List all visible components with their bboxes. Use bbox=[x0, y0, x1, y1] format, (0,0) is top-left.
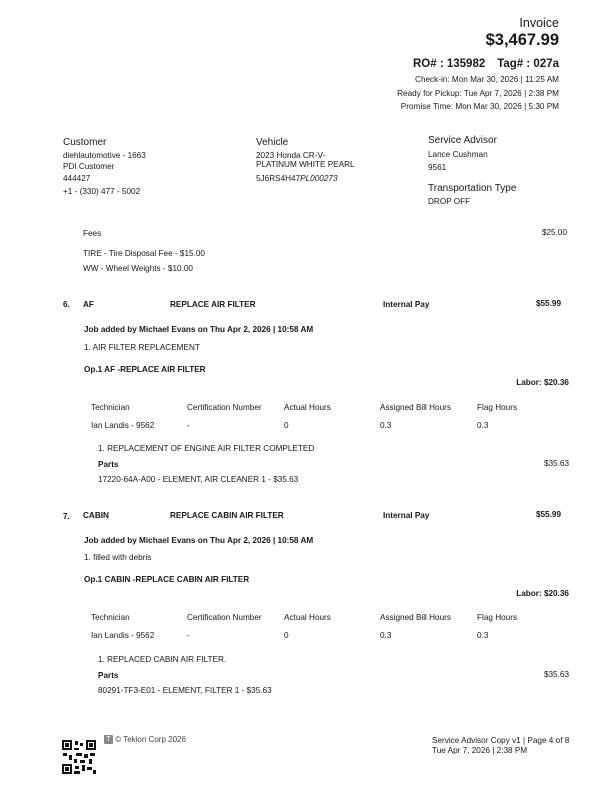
job-added-by: Job added by Michael Evans on Thu Apr 2, 2026 | 10:58 AM bbox=[84, 325, 314, 334]
invoice-total: $3,467.99 bbox=[485, 31, 559, 49]
job-labor: Labor: $20.36 bbox=[516, 589, 569, 598]
tech-name: Ian Landis - 9562 bbox=[91, 421, 155, 430]
job-pay-type: Internal Pay bbox=[383, 511, 430, 520]
vin-suffix: PL000273 bbox=[300, 174, 338, 183]
tech-actual: 0 bbox=[284, 421, 289, 430]
job-total: $55.99 bbox=[535, 299, 561, 308]
job-pay-type: Internal Pay bbox=[383, 300, 430, 309]
job-concern: 1. filled with debris bbox=[84, 553, 152, 562]
tech-header-cert: Certification Number bbox=[187, 403, 262, 412]
customer-number: 444427 bbox=[63, 174, 91, 183]
job-added-by: Job added by Michael Evans on Thu Apr 2, 2026 | 10:58 AM bbox=[84, 536, 314, 545]
advisor-name: Lance Cushman bbox=[428, 150, 488, 159]
tech-actual: 0 bbox=[284, 631, 289, 640]
tech-assigned: 0.3 bbox=[380, 631, 392, 640]
tech-assigned: 0.3 bbox=[380, 421, 392, 430]
parts-label: Parts bbox=[98, 460, 119, 469]
tech-cert: - bbox=[187, 631, 190, 640]
vehicle-model: 2023 Honda CR-V- bbox=[256, 151, 326, 160]
job-code: AF bbox=[83, 300, 94, 309]
job-labor: Labor: $20.36 bbox=[516, 378, 569, 387]
footer-copyright: © Tekion Corp 2026 bbox=[115, 735, 186, 744]
tech-header-flag: Flag Hours bbox=[477, 613, 518, 622]
vehicle-heading: Vehicle bbox=[256, 137, 289, 148]
tag-number: Tag# : 027a bbox=[497, 58, 559, 70]
part-line: 80291-TF3-E01 - ELEMENT, FILTER 1 - $35.63 bbox=[98, 686, 272, 695]
job-number: 6. bbox=[63, 300, 70, 309]
job-operation: Op.1 AF -REPLACE AIR FILTER bbox=[84, 365, 206, 374]
tech-header-cert: Certification Number bbox=[187, 613, 262, 622]
fee-item: TIRE - Tire Disposal Fee - $15.00 bbox=[83, 249, 205, 258]
vehicle-vin bbox=[256, 174, 338, 183]
job-number: 7. bbox=[63, 512, 70, 521]
tech-header-actual: Actual Hours bbox=[284, 613, 331, 622]
customer-type: PDI Customer bbox=[63, 162, 115, 171]
job-operation: Op.1 CABIN -REPLACE CABIN AIR FILTER bbox=[84, 575, 250, 584]
promise-time: Promise Time: Mon Mar 30, 2026 | 5:30 PM bbox=[400, 102, 559, 111]
advisor-id: 9561 bbox=[428, 163, 447, 172]
fees-total: $25.00 bbox=[541, 228, 567, 237]
tech-name: Ian Landis - 9562 bbox=[91, 631, 155, 640]
job-correction: 1. REPLACED CABIN AIR FILTER. bbox=[98, 655, 227, 664]
tech-cert: - bbox=[187, 421, 190, 430]
vehicle-color: PLATINUM WHITE PEARL bbox=[256, 160, 355, 169]
fee-item: WW - Wheel Weights - $10.00 bbox=[83, 264, 193, 273]
customer-heading: Customer bbox=[63, 137, 107, 148]
parts-total: $35.63 bbox=[543, 459, 569, 468]
job-description: REPLACE AIR FILTER bbox=[170, 300, 256, 309]
footer-copy-info: Service Advisor Copy v1 | Page 4 of 8 bbox=[432, 736, 570, 745]
tech-header-assigned: Assigned Bill Hours bbox=[380, 613, 451, 622]
tech-flag: 0.3 bbox=[477, 421, 489, 430]
parts-total: $35.63 bbox=[543, 670, 569, 679]
transport-heading: Transportation Type bbox=[428, 183, 517, 194]
transport-type: DROP OFF bbox=[428, 197, 471, 206]
parts-label: Parts bbox=[98, 671, 119, 680]
footer-date: Tue Apr 7, 2026 | 2:38 PM bbox=[432, 746, 528, 755]
vin-prefix: 5J6RS4H47 bbox=[256, 174, 301, 183]
tech-header-technician: Technician bbox=[91, 403, 130, 412]
checkin-time: Check-in: Mon Mar 30, 2026 | 11:25 AM bbox=[415, 75, 559, 84]
tech-header-assigned: Assigned Bill Hours bbox=[380, 403, 451, 412]
tech-header-actual: Actual Hours bbox=[284, 403, 331, 412]
fees-label: Fees bbox=[83, 229, 102, 238]
invoice-title: Invoice bbox=[519, 16, 559, 30]
footer-brand bbox=[104, 735, 186, 744]
ready-time: Ready for Pickup: Tue Apr 7, 2026 | 2:38 PM bbox=[397, 89, 559, 98]
job-correction: 1. REPLACEMENT OF ENGINE AIR FILTER COMPLETED bbox=[98, 444, 315, 453]
job-description: REPLACE CABIN AIR FILTER bbox=[170, 511, 284, 520]
job-concern: 1. AIR FILTER REPLACEMENT bbox=[84, 343, 200, 352]
customer-name: diehlautomotive - 1663 bbox=[63, 151, 146, 160]
customer-phone: +1 - (330) 477 - 5002 bbox=[63, 187, 141, 196]
part-line: 17220-64A-A00 - ELEMENT, AIR CLEANER 1 - $35.63 bbox=[98, 475, 299, 484]
advisor-heading: Service Advisor bbox=[428, 135, 497, 146]
ro-number: RO# : 135982 bbox=[413, 58, 486, 70]
tech-header-technician: Technician bbox=[91, 613, 130, 622]
tech-flag: 0.3 bbox=[477, 631, 489, 640]
tech-header-flag: Flag Hours bbox=[477, 403, 518, 412]
tekion-logo-icon: T bbox=[104, 735, 113, 744]
job-total: $55.99 bbox=[535, 510, 561, 519]
qr-code bbox=[62, 740, 96, 774]
job-code: CABIN bbox=[83, 511, 109, 520]
